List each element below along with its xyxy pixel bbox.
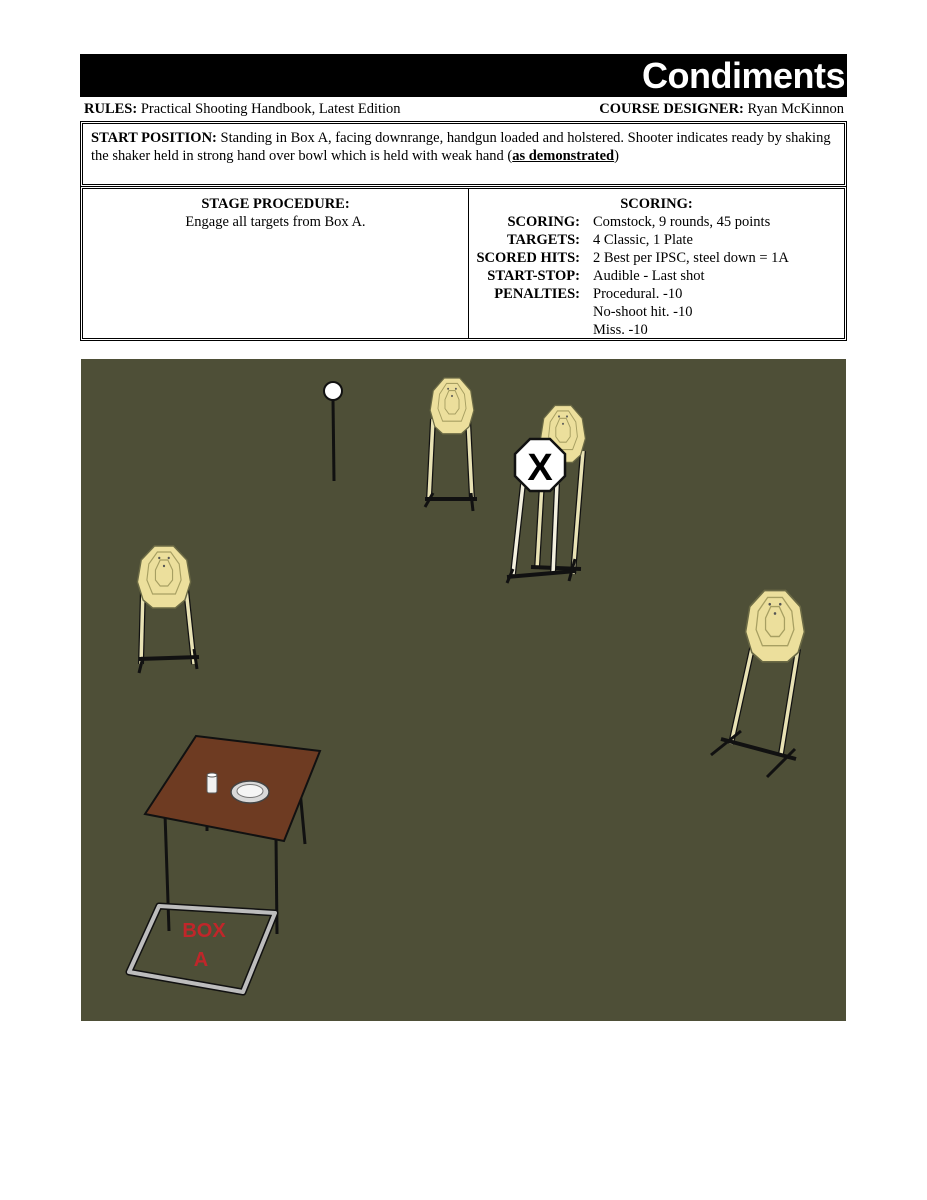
scoring-row xyxy=(469,213,844,231)
scoring-row-label: SCORED HITS: xyxy=(476,250,580,266)
shaker xyxy=(207,773,217,793)
scoring-row xyxy=(469,267,844,285)
bowl xyxy=(231,781,269,803)
scoring-row-label: TARGETS: xyxy=(506,232,580,248)
scoring-row-label: SCORING: xyxy=(507,214,580,230)
start-position-label: START POSITION: xyxy=(91,130,217,146)
designer-label: COURSE DESIGNER: xyxy=(599,101,744,117)
stage-procedure-text: Engage all targets from Box A. xyxy=(185,214,366,230)
no-shoot-mark: X xyxy=(527,447,553,489)
scoring-row xyxy=(469,303,844,321)
scoring-row-label: START-STOP: xyxy=(487,268,580,284)
scoring-header: SCORING: xyxy=(620,196,693,212)
scoring-row-value: 2 Best per IPSC, steel down = 1A xyxy=(593,250,789,266)
box-label-line2: A xyxy=(193,949,209,971)
scoring-row-value: Miss. -10 xyxy=(593,322,648,338)
scoring-section xyxy=(469,195,844,339)
designer-value: Ryan McKinnon xyxy=(747,101,844,117)
scoring-row xyxy=(469,249,844,267)
rules-value: Practical Shooting Handbook, Latest Edition xyxy=(140,101,401,117)
start-position-box xyxy=(80,121,847,187)
stage-procedure-section xyxy=(83,195,468,231)
scoring-row-value: 4 Classic, 1 Plate xyxy=(593,232,693,248)
scoring-row xyxy=(469,285,844,303)
rules-info xyxy=(84,101,401,118)
scoring-row-value: Procedural. -10 xyxy=(593,286,683,302)
stage-diagram xyxy=(81,359,846,1021)
scoring-row-value: Comstock, 9 rounds, 45 points xyxy=(593,214,771,230)
stage-procedure-label: STAGE PROCEDURE: xyxy=(201,196,350,212)
start-position-text: Standing in Box A, facing downrange, handgun loaded and holstered. Shooter indicates ready by shaking the shaker held in strong hand over bowl which is held with weak hand ( xyxy=(91,130,831,164)
box-label-line1: BOX xyxy=(182,920,226,942)
procedure-scoring-box xyxy=(80,186,847,341)
scoring-row-label xyxy=(469,321,593,339)
designer-info xyxy=(599,101,844,118)
scoring-row-label xyxy=(469,303,593,321)
start-position-emphasis: as demonstrated xyxy=(512,148,615,164)
stage-title: Condiments xyxy=(641,55,845,96)
scoring-row-label: PENALTIES: xyxy=(494,286,580,302)
stage-title-bar xyxy=(80,54,847,97)
start-position-close: ) xyxy=(614,148,619,164)
scoring-row-value: No-shoot hit. -10 xyxy=(593,304,693,320)
rules-label: RULES: xyxy=(84,101,138,117)
scoring-row xyxy=(469,321,844,339)
scoring-row xyxy=(469,231,844,249)
scoring-row-value: Audible - Last shot xyxy=(593,268,705,284)
